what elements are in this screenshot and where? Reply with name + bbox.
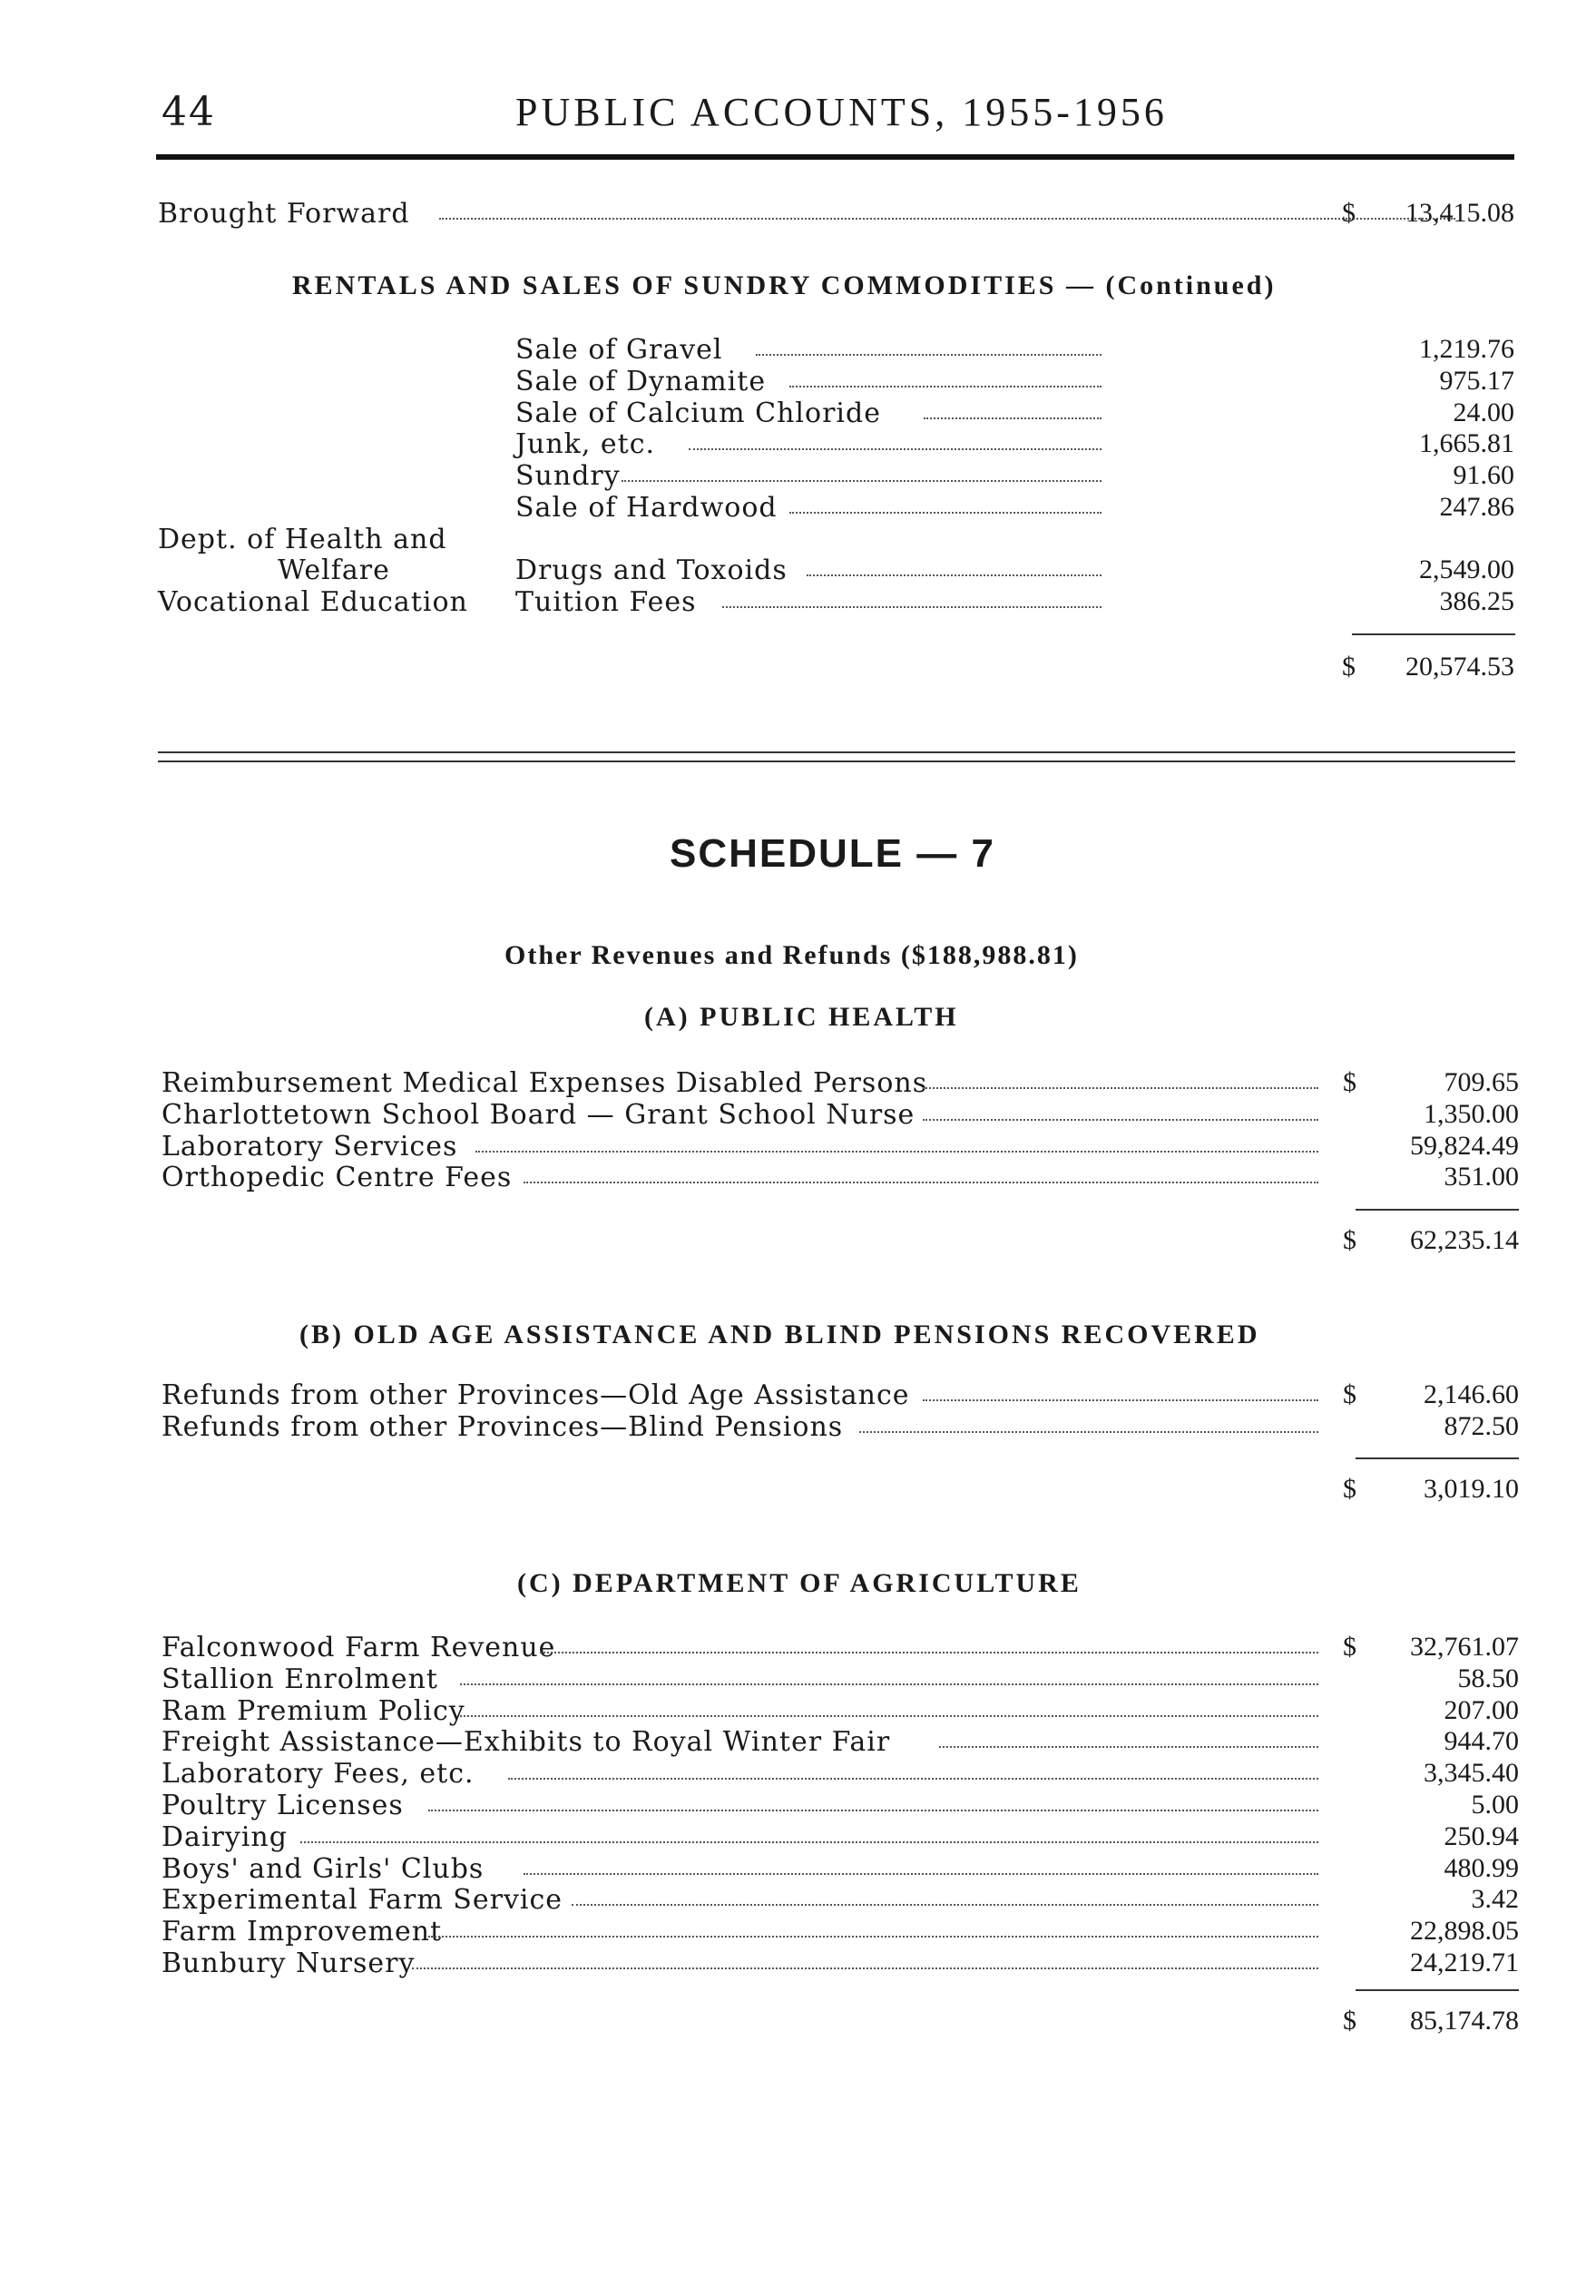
section-item-row [162, 1916, 1523, 1947]
rentals-item-label: Sundry [515, 460, 621, 492]
leader-dots [923, 1399, 1318, 1401]
rentals-item-category: Dept. of Health and [158, 524, 447, 555]
section-item-label: Falconwood Farm Revenue [162, 1632, 556, 1663]
section-item-amount: 351.00 [1444, 1162, 1519, 1192]
section-total-amount: 3,019.10 [1424, 1474, 1519, 1504]
page-title: PUBLIC ACCOUNTS, 1955-1956 [515, 90, 1168, 134]
leader-dots [859, 1431, 1318, 1433]
section-title: (B) OLD AGE ASSISTANCE AND BLIND PENSIONS RECOVERED [299, 1320, 1260, 1349]
leader-dots [300, 1841, 1318, 1843]
section-title: (C) DEPARTMENT OF AGRICULTURE [517, 1568, 1082, 1598]
rentals-item-row [158, 397, 1519, 428]
section-item-row [162, 1948, 1523, 1978]
rentals-item-amount: 386.25 [1439, 586, 1514, 616]
leader-dots [475, 1151, 1318, 1153]
dollar-sign: $ [1342, 198, 1356, 228]
section-item-label: Boys' and Girls' Clubs [162, 1852, 485, 1885]
section-item-row [162, 1853, 1523, 1884]
section-item-row [162, 1632, 1523, 1663]
section-total-row [162, 1225, 1523, 1256]
section-item-amount: 944.70 [1444, 1726, 1519, 1757]
section-item-amount: 24,219.71 [1410, 1948, 1519, 1977]
rentals-item-row [158, 524, 1519, 554]
section-item-label: Refunds from other Provinces—Old Age Assistance [162, 1379, 910, 1411]
brought-forward-label: Brought Forward [158, 198, 410, 230]
leader-dots [756, 354, 1102, 356]
section-total-amount: 85,174.78 [1410, 2006, 1519, 2036]
section-total-row [162, 1474, 1523, 1505]
section-item-amount: 872.50 [1444, 1410, 1519, 1441]
leader-dots [622, 480, 1102, 482]
section-item-label: Reimbursement Medical Expenses Disabled Persons [162, 1067, 928, 1099]
rentals-total-amount: 20,574.53 [1405, 652, 1514, 682]
section-item-label: Stallion Enrolment [162, 1663, 438, 1695]
rentals-section-title: RENTALS AND SALES OF SUNDRY COMMODITIES — (Continued) [292, 270, 1277, 300]
section-item-row [162, 1379, 1523, 1410]
page-number: 44 [162, 89, 216, 135]
section-item-amount: 709.65 [1444, 1067, 1519, 1097]
rentals-item-amount: 91.60 [1453, 460, 1514, 490]
leader-dots [923, 1087, 1318, 1089]
rentals-total-row [158, 652, 1519, 682]
section-item-label: Experimental Farm Service [162, 1884, 563, 1917]
dollar-sign: $ [1343, 1632, 1356, 1662]
leader-dots [923, 1119, 1318, 1121]
leader-dots [439, 218, 1455, 220]
section-item-amount: 250.94 [1444, 1820, 1519, 1851]
section-total-row [162, 2006, 1523, 2036]
section-item-row [162, 1884, 1523, 1915]
dollar-sign: $ [1343, 2006, 1356, 2036]
section-total-amount: 62,235.14 [1410, 1225, 1519, 1255]
leader-dots [508, 1778, 1318, 1780]
leader-dots [807, 574, 1102, 576]
section-item-row [162, 1099, 1523, 1130]
section-item-label: Orthopedic Centre Fees [162, 1162, 513, 1194]
leader-dots [428, 1810, 1318, 1811]
total-rule [1356, 1457, 1519, 1459]
section-item-row [162, 1758, 1523, 1789]
rentals-item-category: Welfare [278, 554, 390, 586]
section-item-row [162, 1067, 1523, 1098]
rentals-item-row [158, 492, 1519, 523]
rentals-item-label: Sale of Calcium Chloride [515, 397, 881, 429]
rentals-item-amount: 2,549.00 [1419, 554, 1514, 584]
rentals-item-label: Sale of Gravel [515, 334, 723, 366]
separator-rule-top [158, 751, 1515, 753]
leader-dots [689, 448, 1102, 450]
section-item-amount: 58.50 [1457, 1663, 1519, 1693]
leader-dots [540, 1652, 1318, 1653]
leader-dots [428, 1936, 1318, 1938]
dollar-sign: $ [1343, 1067, 1356, 1097]
section-item-row [162, 1821, 1523, 1852]
total-rule [1356, 1989, 1519, 1991]
schedule-subtitle: Other Revenues and Refunds ($188,988.81) [504, 940, 1079, 970]
dollar-sign: $ [1342, 652, 1356, 682]
dollar-sign: $ [1343, 1225, 1356, 1255]
section-item-label: Poultry Licenses [162, 1790, 404, 1821]
leader-dots [939, 1746, 1318, 1748]
rentals-item-label: Sale of Hardwood [515, 492, 778, 524]
section-item-amount: 32,761.07 [1410, 1632, 1519, 1662]
leader-dots [460, 1683, 1318, 1685]
rentals-item-row [158, 334, 1519, 365]
rentals-item-amount: 975.17 [1439, 366, 1514, 396]
total-rule [1352, 633, 1515, 635]
section-item-amount: 1,350.00 [1424, 1098, 1519, 1129]
rentals-item-label: Tuition Fees [515, 586, 697, 618]
section-item-row [162, 1411, 1523, 1442]
leader-dots [412, 1967, 1318, 1969]
leader-dots [572, 1904, 1318, 1906]
section-item-amount: 59,824.49 [1410, 1130, 1519, 1161]
dollar-sign: $ [1343, 1474, 1356, 1504]
schedule-title: SCHEDULE — 7 [670, 831, 995, 876]
leader-dots [524, 1873, 1318, 1875]
leader-dots [722, 606, 1102, 608]
section-item-row [162, 1162, 1523, 1192]
rentals-item-row [158, 586, 1519, 617]
rentals-item-label: Drugs and Toxoids [515, 554, 788, 586]
rentals-item-amount: 1,665.81 [1419, 428, 1514, 458]
section-item-amount: 3.42 [1471, 1884, 1519, 1915]
section-item-label: Farm Improvement [162, 1916, 443, 1948]
section-item-amount: 3,345.40 [1424, 1758, 1519, 1789]
total-rule [1356, 1209, 1519, 1211]
section-item-row [162, 1790, 1523, 1820]
section-item-row [162, 1131, 1523, 1162]
section-item-label: Ram Premium Policy [162, 1694, 465, 1727]
rentals-item-amount: 1,219.76 [1419, 334, 1514, 364]
rentals-item-label: Junk, etc. [515, 428, 656, 460]
leader-dots [924, 417, 1102, 419]
rentals-item-amount: 247.86 [1439, 492, 1514, 522]
rentals-item-row [158, 460, 1519, 491]
separator-rule-bottom [158, 760, 1515, 762]
brought-forward-amount: 13,415.08 [1405, 198, 1514, 228]
section-item-row [162, 1726, 1523, 1757]
leader-dots [789, 386, 1102, 388]
rentals-item-category: Vocational Education [158, 586, 468, 618]
section-item-amount: 480.99 [1444, 1852, 1519, 1883]
header-rule [156, 154, 1514, 160]
section-item-label: Laboratory Services [162, 1130, 458, 1163]
rentals-item-row [158, 428, 1519, 459]
rentals-item-row [158, 554, 1519, 585]
section-item-row [162, 1695, 1523, 1726]
rentals-item-amount: 24.00 [1453, 397, 1514, 427]
section-item-label: Bunbury Nursery [162, 1948, 416, 1979]
section-item-amount: 207.00 [1444, 1694, 1519, 1725]
leader-dots [460, 1715, 1318, 1717]
section-item-row [162, 1663, 1523, 1694]
rentals-item-row [158, 366, 1519, 397]
leader-dots [789, 512, 1102, 514]
section-item-label: Dairying [162, 1820, 288, 1853]
leader-dots [524, 1182, 1318, 1183]
section-item-amount: 2,146.60 [1424, 1379, 1519, 1409]
section-item-amount: 22,898.05 [1410, 1916, 1519, 1947]
rentals-item-label: Sale of Dynamite [515, 366, 767, 397]
section-item-label: Laboratory Fees, etc. [162, 1758, 475, 1791]
section-item-amount: 5.00 [1471, 1790, 1519, 1820]
dollar-sign: $ [1343, 1379, 1356, 1409]
brought-forward-row [158, 198, 1519, 229]
section-item-label: Refunds from other Provinces—Blind Pensions [162, 1410, 844, 1443]
section-title: (A) PUBLIC HEALTH [644, 1002, 959, 1032]
section-item-label: Charlottetown School Board — Grant School Nurse [162, 1098, 915, 1131]
section-item-label: Freight Assistance—Exhibits to Royal Winter Fair [162, 1726, 891, 1759]
